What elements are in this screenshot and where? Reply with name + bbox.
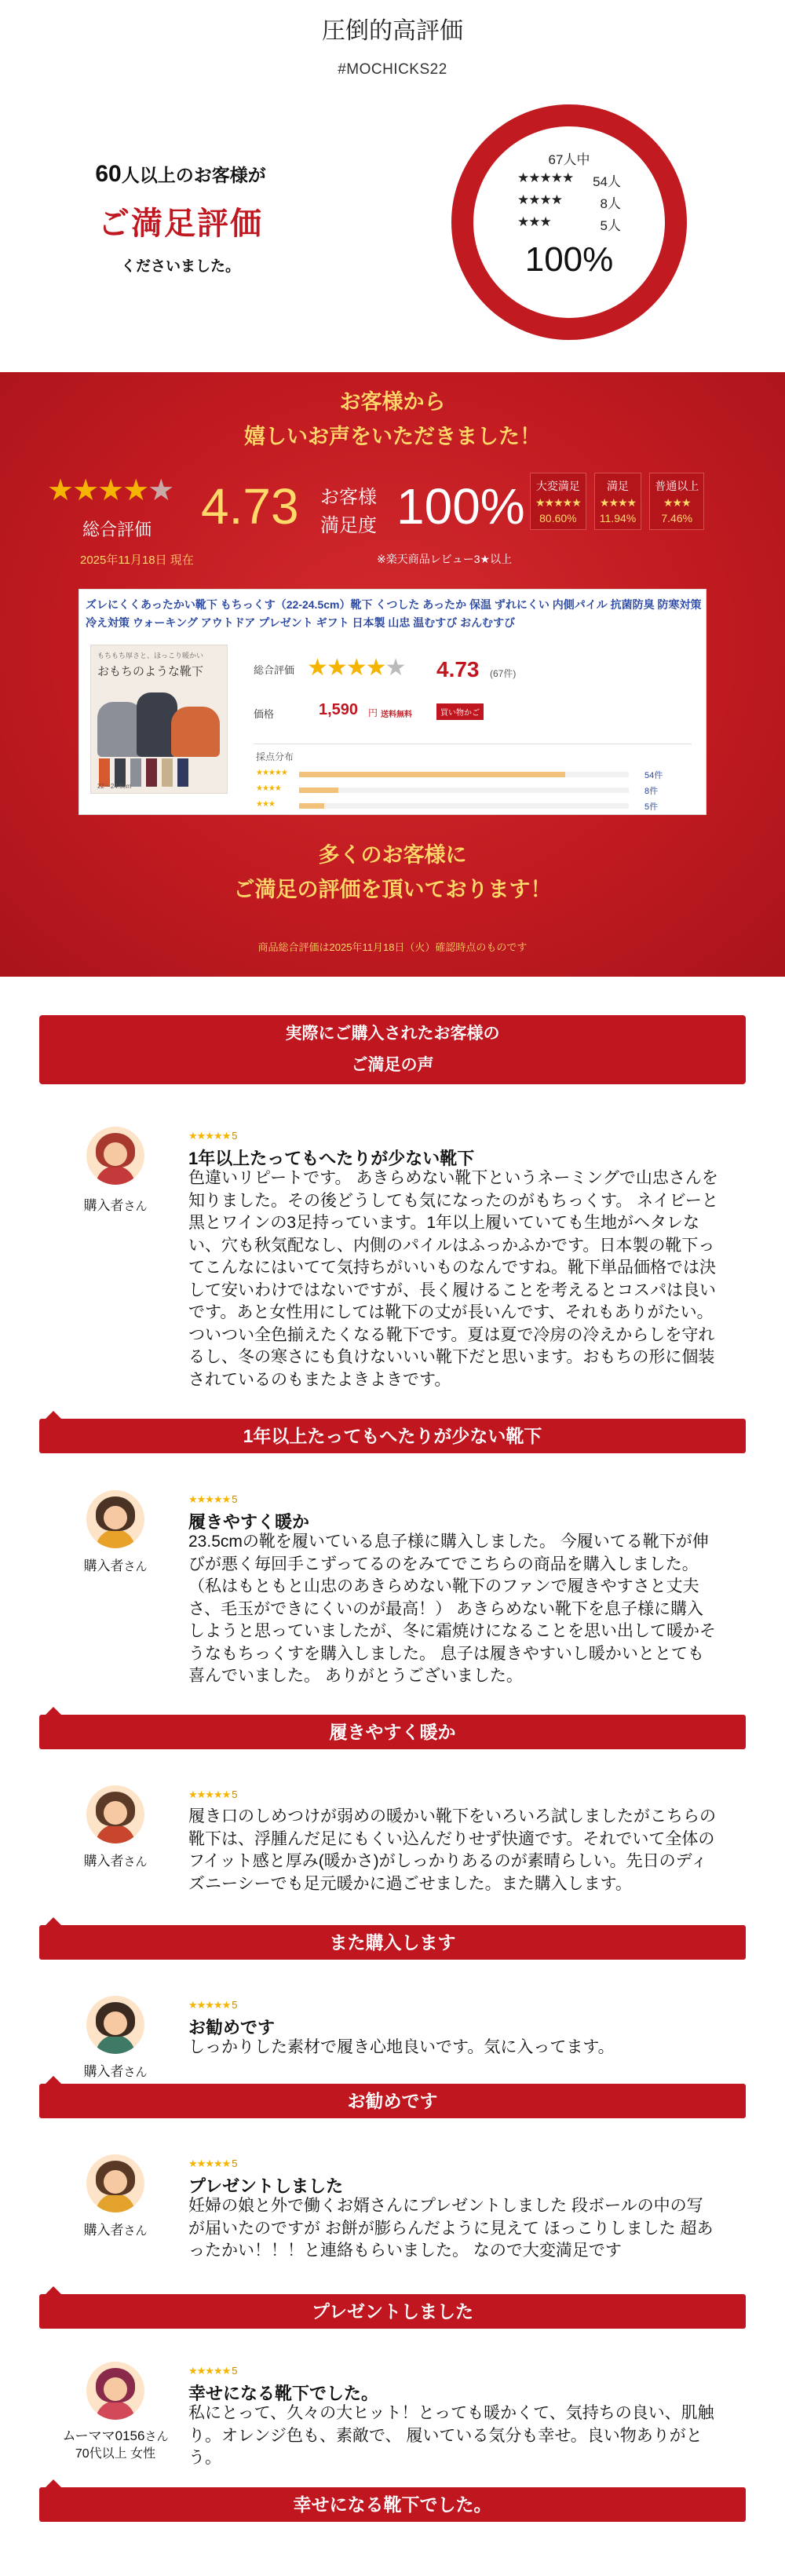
ring-row-4 [473, 192, 665, 212]
breakdown-box-very-satisfied: 大変満足 ★★★★★ 80.60% [530, 473, 586, 530]
review-count-link[interactable]: (67件) [490, 668, 517, 679]
product-score: 4.73 [436, 657, 480, 681]
banner-heading-line: お客様から [339, 390, 446, 414]
stars-icon: ★★★★ [256, 784, 281, 793]
reviewer-name: 購入者さん [83, 1854, 148, 1869]
avatar-icon [86, 1785, 144, 1843]
ring-row-5 [473, 170, 665, 190]
distribution-count-link[interactable]: 8件 [644, 787, 659, 796]
review-note: ※楽天商品レビュー3★以上 [377, 553, 513, 565]
product-stars-icon: ★★★★★ [307, 655, 405, 681]
ring-row-3 [473, 214, 665, 234]
rating-label: 総合評価 [254, 664, 295, 676]
review-title: 1年以上たってもへたりが少ない靴下 [188, 1149, 475, 1168]
page-title: 圧倒的高評価 [322, 18, 463, 44]
review-banner [0, 372, 785, 977]
ring-stars: ★★★ [517, 214, 551, 229]
banner-heading [0, 385, 785, 454]
reviewer-name: 購入者さん [83, 2064, 148, 2079]
overall-score: 4.73 [201, 478, 299, 535]
review-body: 私にとって、久々の大ヒット！とっても暖かくて、気持ちの良い、肌触り。オレンジ色も、素敵で、 履いている気分も幸せ。良い物ありがとう。 [188, 2404, 714, 2467]
review-highlight-bar: 履きやすく暖か [39, 1715, 746, 1749]
overall-label: 総合評価 [82, 520, 152, 539]
review-highlight-bar: プレゼントしました [39, 2294, 746, 2329]
breakdown-box-average: 普通以上 ★★★ 7.46% [649, 473, 704, 530]
review-body: 履き口のしめつけが弱めの暖かい靴下をいろいろ試しましたがこちらの靴下は、浮腫んだ足にもくい込んだりせず快適です。それでいて全体のフイット感と厚み(暖かさ)がしっかりあるのが素晴らしい。先日のディズニーシーでも足元暖かに過ごせました。また購入します。 [188, 1807, 716, 1893]
stars-icon: ★★★★ [599, 496, 637, 509]
reviewer-name: 購入者さん [83, 1198, 148, 1213]
avatar-icon [86, 1127, 144, 1185]
review-body: しっかりした素材で履き心地良いです。気に入ってます。 [188, 2038, 615, 2056]
stars-icon: ★★★★★ [256, 769, 287, 777]
review-highlight-bar: また購入します [39, 1925, 746, 1960]
distribution-row [256, 769, 696, 781]
ring-stars: ★★★★ [517, 192, 562, 207]
reviewer-name: 購入者さん [83, 1558, 148, 1573]
rating-date: 2025年11月18日 現在 [80, 554, 194, 567]
distribution-bar [299, 772, 629, 777]
reviewer-age: 70代以上 女性 [75, 2447, 156, 2461]
distribution-count-link[interactable]: 54件 [644, 771, 663, 780]
banner-footnote: 商品総合評価は2025年11月18日（火）確認時点のものです [257, 941, 528, 953]
product-image[interactable]: もちもち厚さと、ほっこり暖かい おもちのような靴下 22〜24.5cm [90, 645, 228, 794]
ring-percent: 100% [524, 240, 614, 279]
customer-voices-header: 実際にご購入されたお客様の ご満足の声 [39, 1015, 746, 1084]
ring-total: 67人中 [548, 152, 590, 167]
review-stars-icon: ★★★★★ 5 [188, 1789, 237, 1800]
banner-heading-line: 嬉しいお声をいただきました！ [244, 425, 541, 448]
product-review-card [78, 589, 706, 815]
satisfaction-percent: 100% [396, 478, 525, 535]
ring-count: 8人 [600, 196, 621, 211]
review-stars-icon: ★★★★★ 5 [188, 1999, 237, 2011]
review-highlight-bar: 1年以上たってもへたりが少ない靴下 [39, 1419, 746, 1453]
customer-count-suffix: 人以上のお客様が [121, 165, 266, 185]
product-title-link[interactable]: ズレにくくあったかい靴下 もちっくす（22-24.5cm）靴下 くつした あったか 保温 ずれにくい 内側パイル 抗菌防臭 防寒対策 冷え対策 ウォーキング アウトドア プレゼント ギフト 日本製 山忠 温むすび おんむすび [86, 598, 702, 629]
reviewer-name: 購入者さん [83, 2223, 148, 2238]
customer-count: 60 [95, 161, 122, 187]
avatar-icon [86, 2362, 144, 2420]
price-value: 1,590 [319, 701, 359, 718]
distribution-label: 採点分布 [256, 751, 294, 762]
price-label: 価格 [254, 708, 275, 720]
ring-count: 54人 [593, 174, 621, 189]
stars-icon: ★★★★★ [535, 496, 581, 509]
banner-closing: 多くのお客様に ご満足の評価を頂いております！ [233, 843, 552, 901]
satisfaction-label: お客様 満足度 [320, 487, 377, 536]
avatar-icon [86, 2154, 144, 2212]
breakdown-box-satisfied: 満足 ★★★★ 11.94% [594, 473, 641, 530]
review-title: 幸せになる靴下でした。 [188, 2384, 379, 2403]
review-highlight-bar: お勧めです [39, 2084, 746, 2118]
stars-icon: ★★★ [256, 800, 275, 809]
distribution-row [256, 800, 696, 813]
review-title: お勧めです [188, 2018, 276, 2037]
review-body: 色違いリピートです。 あきらめない靴下というネーミングで山忠さんを知りました。その後どうしても気になったのがもちっくす。 ネイビーと黒とワインの3足持っています。1年以上履いていても生地がヘタレない、穴も秋気配なし、内側のパイルはふっかふかです。日本製の靴下ってこんなにはいてて気持ちがいいものなんですね。靴下単品価格では決して安いわけではないですが、長く履けることを考えるとコスパは良いです。あと女性用にしては靴下の丈が長いんです、それもありがたい。ついつい全色揃えたくなる靴下です。夏は夏で冷房の冷えからしを守れるし、冬の寒さにも負けないいい靴下だと思います。おもちの形に個装されているのもまたよきよきです。 [188, 1169, 718, 1389]
stars-icon: ★★★ [663, 496, 691, 509]
satisfaction-trailer: くださいました。 [120, 258, 240, 275]
reviewer-name: ムーママ0156さん [62, 2428, 169, 2443]
hashtag: #MOCHICKS22 [338, 61, 447, 78]
distribution-row [256, 784, 696, 797]
rating-breakdown [530, 473, 704, 530]
satisfaction-summary [55, 161, 306, 276]
ring-count: 5人 [600, 218, 621, 233]
satisfaction-headline: ご満足評価 [98, 206, 263, 241]
review-highlight-bar: 幸せになる靴下でした。 [39, 2487, 746, 2522]
review-title: 履きやすく暖か [188, 1512, 310, 1532]
review-body: 23.5cmの靴を履いている息子様に購入しました。 今履いてる靴下が伸びが悪く毎回手こずってるのをみてでこちらの商品を購入しました。 （私はもともと山忠のあきらめない靴下のファンで履きやすさと丈夫さ、毛玉ができにくいのが最高！） あきらめない靴下を息子様に購入しようと思っていましたが、冬に霜焼けになることを思い出して暖かそうなもちっくすを購入しました。 息子は履きやすいし暖かいととても喜んでいました。 ありがとうございました。 [188, 1533, 716, 1685]
review-body: 妊婦の娘と外で働くお婿さんにプレゼントしました 段ボールの中の写が届いたのですが お餅が膨らんだように見えて ほっこりしました 超あったかい！！！と連絡もらいました。 なので大変満足です [188, 2197, 714, 2260]
distribution-bar [299, 787, 629, 793]
review-stars-icon: ★★★★★ 5 [188, 2365, 237, 2377]
rating-ring [451, 104, 687, 340]
review-stars-icon: ★★★★★ 5 [188, 1493, 237, 1505]
currency-label: 円 [368, 707, 378, 718]
review-title: プレゼントしました [188, 2176, 344, 2196]
add-to-cart-button[interactable]: 買い物かご [436, 703, 484, 720]
top-section [0, 0, 785, 369]
customer-count-line [55, 161, 306, 188]
ring-stars: ★★★★★ [517, 170, 574, 185]
distribution-count-link[interactable]: 5件 [644, 802, 659, 812]
rating-summary-row [47, 473, 738, 567]
review-stars-icon: ★★★★★ 5 [188, 2158, 237, 2169]
distribution-bar [299, 803, 629, 809]
review-stars-icon: ★★★★★ 5 [188, 1130, 237, 1142]
avatar-icon [86, 1996, 144, 2054]
overall-stars-icon: ★★★★★ [47, 474, 173, 507]
avatar-icon [86, 1490, 144, 1548]
shipping-label: 送料無料 [381, 711, 412, 719]
